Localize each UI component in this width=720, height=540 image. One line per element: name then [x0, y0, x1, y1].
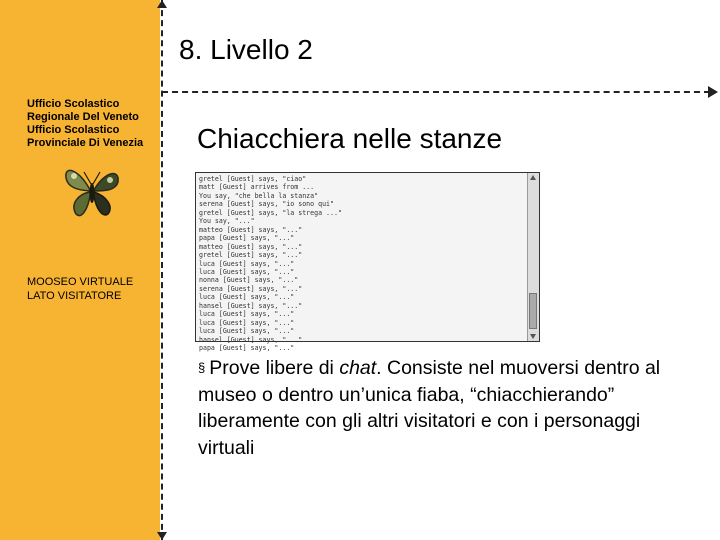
- body-text-end: . Consiste nel muoversi dentro al museo o dentro un’unica fiaba, “chiacchierando” liberamente con gli altri visitatori e con i personaggi virtuali: [198, 357, 661, 459]
- chat-line: gretel [Guest] says, "...": [199, 251, 303, 260]
- vertical-divider: [161, 0, 163, 540]
- slide-title: 8. Livello 2: [179, 34, 313, 65]
- chat-line: matteo [Guest] says, "...": [199, 225, 303, 234]
- chat-line: luca [Guest] says, "...": [199, 267, 295, 276]
- section-line: MOOSEO VIRTUALE: [27, 276, 134, 288]
- chat-line: gretel [Guest] says, "la strega ...": [199, 208, 342, 217]
- chat-line: nonna [Guest] says, "...": [199, 276, 299, 285]
- chat-log: [199, 175, 525, 353]
- butterfly-icon: [56, 160, 128, 222]
- chat-line: matt [Guest] arrives from ...: [199, 183, 315, 192]
- scroll-up-icon[interactable]: [530, 175, 536, 180]
- arrow-down-icon: [157, 532, 167, 540]
- bullet-icon: §: [198, 360, 206, 375]
- org-line: Ufficio Scolastico: [27, 98, 120, 110]
- chat-line: serena [Guest] says, "io sono qui": [199, 200, 334, 209]
- chat-line: papa [Guest] says, "...": [199, 344, 295, 353]
- chat-line: You say, "che bella la stanza": [199, 191, 319, 200]
- body-text-italic: chat: [339, 357, 377, 379]
- chat-line: papa [Guest] says, "...": [199, 234, 295, 243]
- section-heading: Chiacchiera nelle stanze: [197, 123, 503, 154]
- chat-scrollbar[interactable]: [527, 173, 539, 341]
- body-paragraph: [198, 355, 668, 461]
- body-text-start: Prove libere di: [209, 357, 340, 379]
- arrow-up-icon: [157, 0, 167, 8]
- chat-line: luca [Guest] says, "...": [199, 293, 295, 302]
- org-line: Provinciale Di Venezia: [27, 137, 144, 149]
- chat-line: hansel [Guest] says, "...": [199, 301, 303, 310]
- chat-line: hansel [Guest] says, "...": [199, 335, 303, 344]
- org-line: Regionale Del Veneto: [27, 111, 139, 123]
- sidebar-panel: [0, 0, 160, 540]
- chat-line: luca [Guest] says, "...": [199, 327, 295, 336]
- chat-line: matteo [Guest] says, "...": [199, 242, 303, 251]
- chat-screenshot: [195, 172, 540, 353]
- chat-line: You say, "...": [199, 217, 255, 226]
- chat-line: luca [Guest] says, "...": [199, 318, 295, 327]
- chat-line: luca [Guest] says, "...": [199, 259, 295, 268]
- org-line: Ufficio Scolastico: [27, 124, 120, 136]
- scroll-down-icon[interactable]: [530, 334, 536, 339]
- organization-label: [27, 98, 157, 150]
- horizontal-divider: [162, 91, 710, 93]
- chat-line: gretel [Guest] says, "ciao": [199, 175, 307, 183]
- chat-line: serena [Guest] says, "...": [199, 284, 303, 293]
- arrow-right-icon: [708, 86, 718, 98]
- chat-line: luca [Guest] says, "...": [199, 310, 295, 319]
- section-label: [27, 275, 133, 303]
- section-line: LATO VISITATORE: [27, 290, 122, 302]
- scroll-thumb[interactable]: [529, 293, 537, 329]
